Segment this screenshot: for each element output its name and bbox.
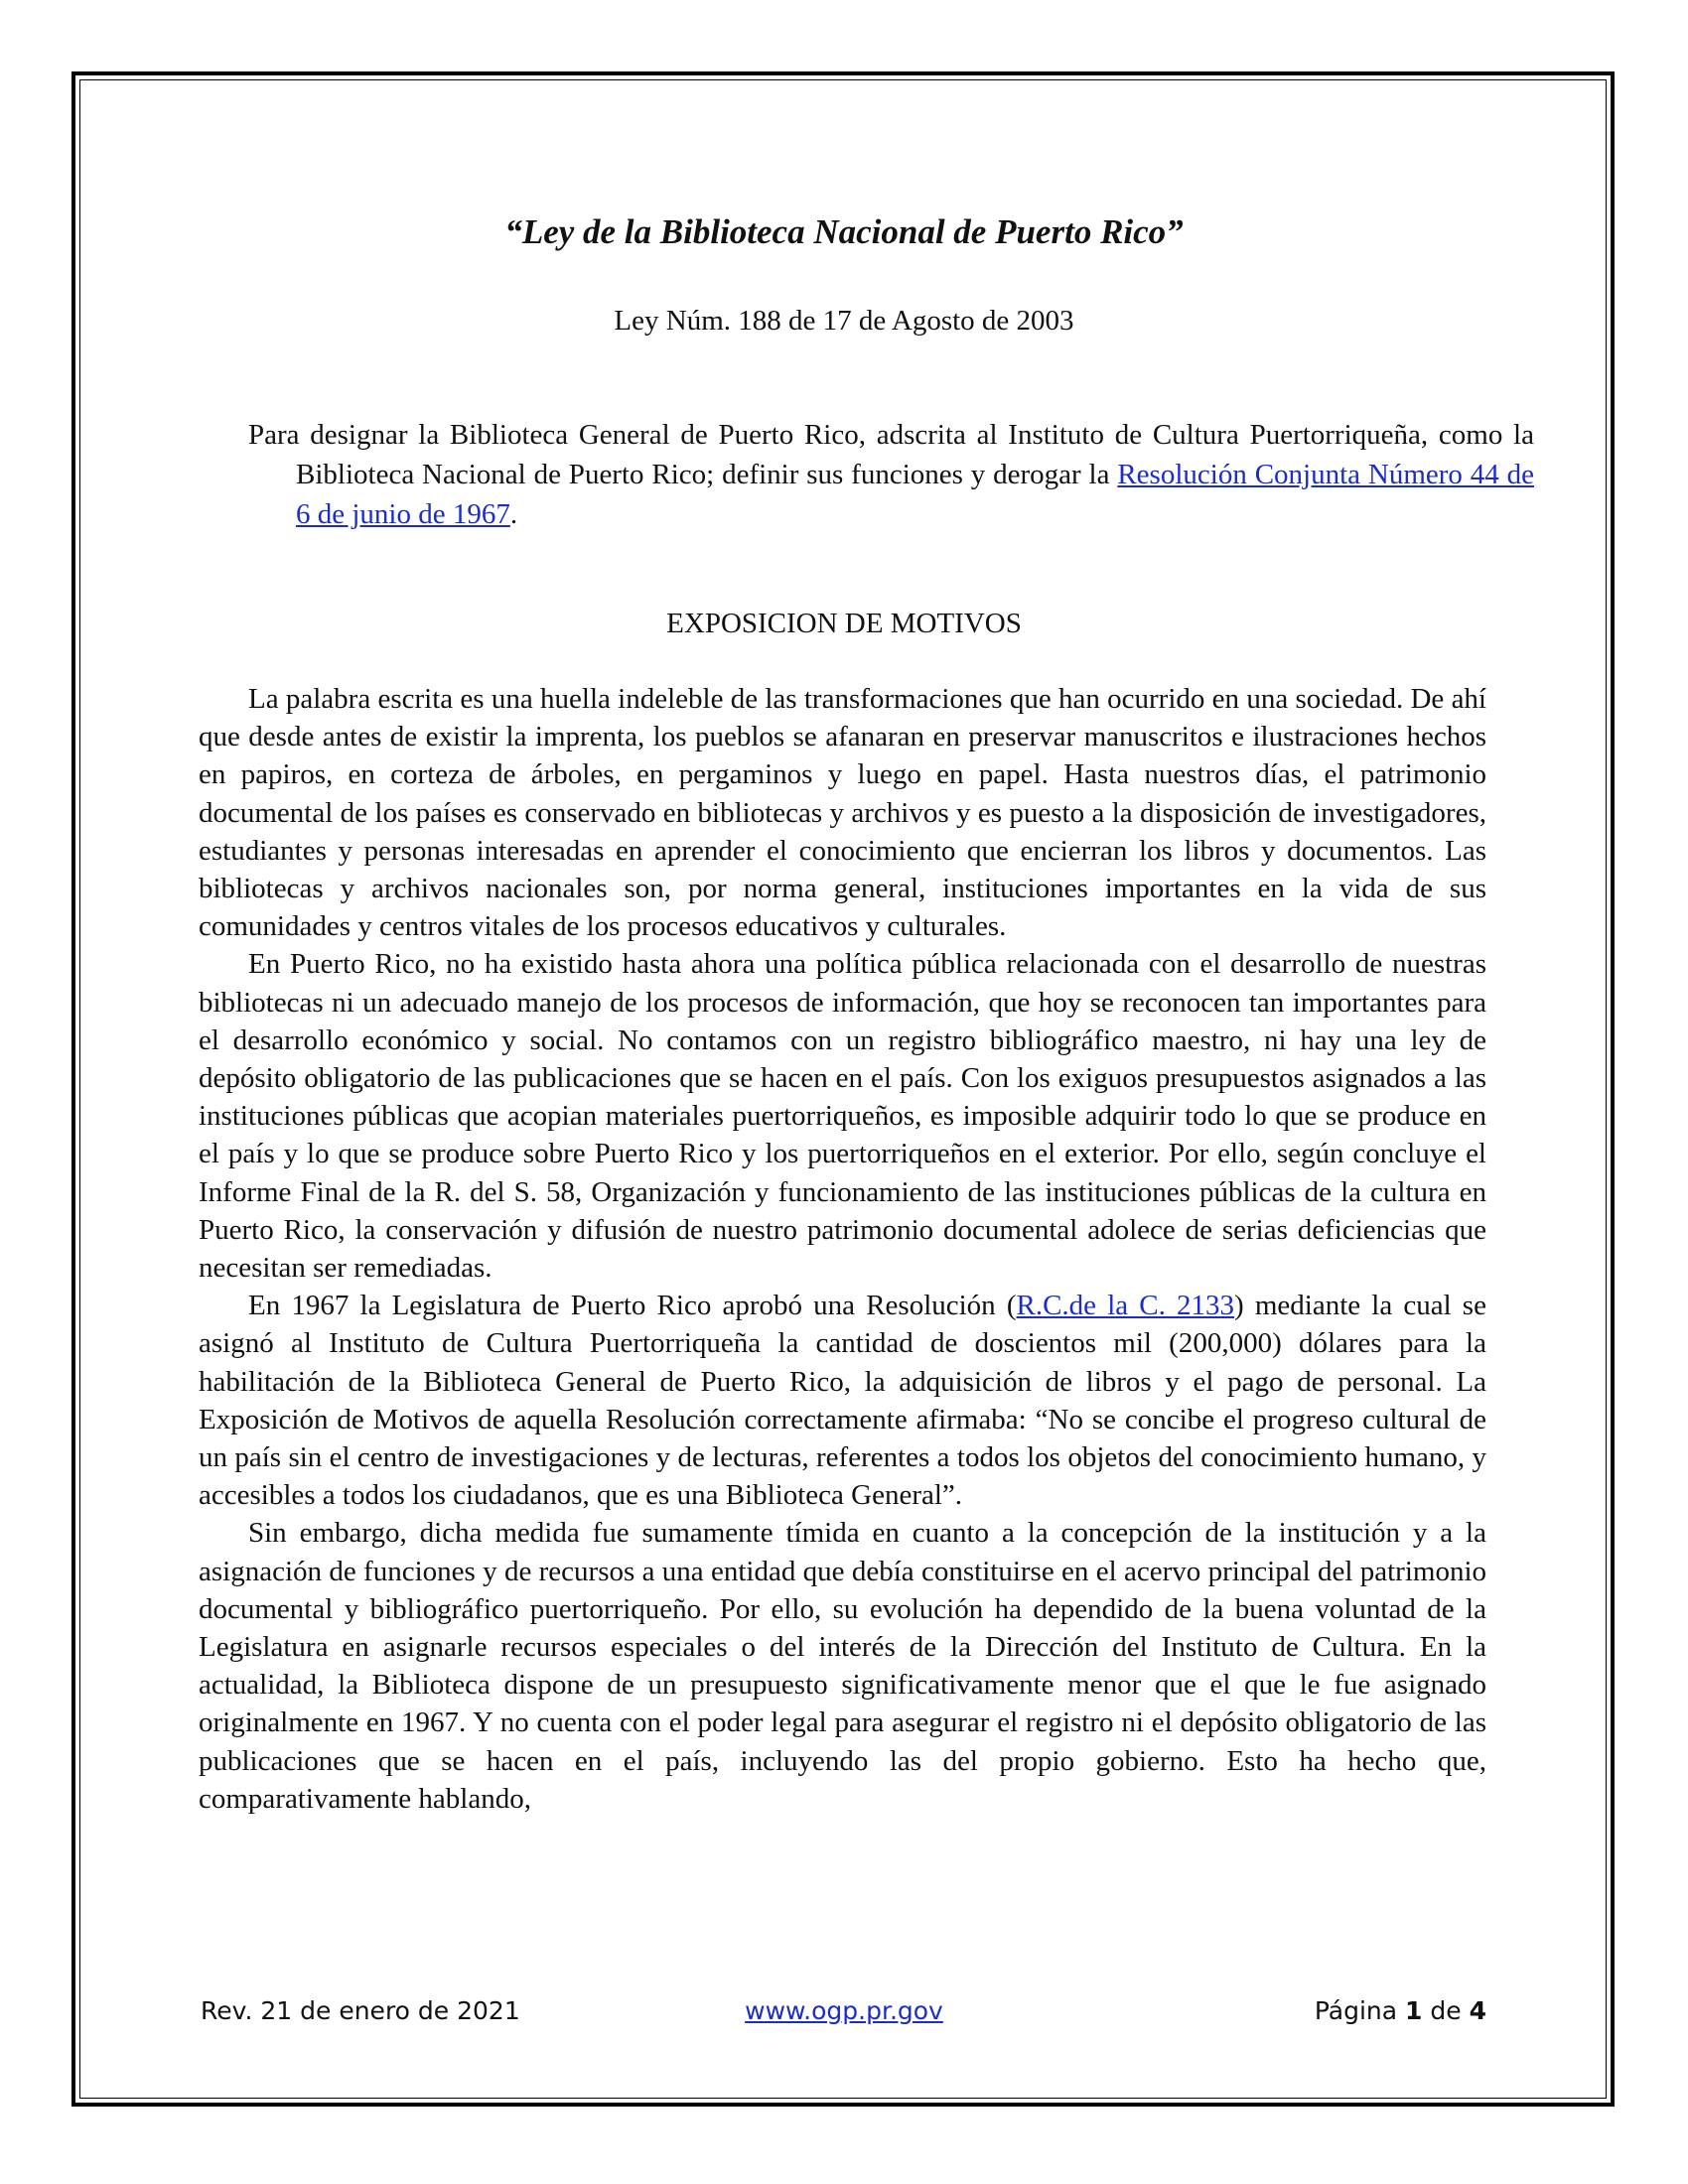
paragraph-4: Sin embargo, dicha medida fue sumamente tímida en cuanto a la concepción de la institución y a la asignación de funciones y de recursos a una entidad que debía constituirse en el acervo principal del patrimonio documental y bibliográfico puertorriqueño. Por ello, su evolución ha dependido de la buena voluntad de la Legislatura en asignarle recursos especiales o del interés de la Dirección del Instituto de Cultura. En la actualidad, la Biblioteca dispone de un presupuesto significativamente menor que el que le fue asignado originalmente en 1967. Y no cuenta con el poder legal para asegurar el registro ni el depósito obligatorio de las publicaciones que se hacen en el país, incluyendo las del propio gobierno. Esto ha hecho que, comparativamente hablando, (199, 1517, 1486, 1815)
document-body (199, 680, 1486, 1818)
purpose-statement (248, 415, 1534, 534)
page-total: 4 (1469, 1996, 1486, 2025)
footer-page-number (1315, 1993, 1486, 2029)
document-title: “Ley de la Biblioteca Nacional de Puerto Rico” (504, 212, 1184, 251)
rc-2133-link[interactable]: R.C.de la C. 2133 (1016, 1290, 1235, 1322)
page-of: de (1430, 1996, 1462, 2025)
document-subtitle: Ley Núm. 188 de 17 de Agosto de 2003 (614, 305, 1074, 337)
footer-website-link[interactable]: www.ogp.pr.gov (745, 1996, 943, 2025)
footer-revision: Rev. 21 de enero de 2021 (201, 1996, 520, 2025)
resolution-44-link[interactable]: Resolución Conjunta Número 44 de 6 de junio de 1967 (296, 459, 1535, 530)
section-heading: EXPOSICION DE MOTIVOS (666, 608, 1022, 639)
purpose-text: Para designar la Biblioteca General de Puerto Rico, adscrita al Instituto de Cultura Puertorriqueña, como la Biblioteca Nacional de Puerto Rico; definir sus funciones y derogar la (248, 419, 1534, 490)
page-current: 1 (1405, 1996, 1423, 2025)
paragraph-3-rest: ) mediante la cual se asignó al Instituto de Cultura Puertorriqueña la cantidad de doscientos mil (200,000) dólares para la habilitación de la Biblioteca General de Puerto Rico, la adquisición de libros y el pago de personal. La Exposición de Motivos de aquella Resolución correctamente afirmaba: “No se concibe el progreso cultural de un país sin el centro de investigaciones y de lecturas, referentes a todos los objetos del conocimiento humano, y accesibles a todos los ciudadanos, que es una Biblioteca General”. (199, 1290, 1486, 1512)
page-label: Página (1314, 1996, 1398, 2025)
paragraph-1: La palabra escrita es una huella indeleble de las transformaciones que han ocurrido en una sociedad. De ahí que desde antes de existir la imprenta, los pueblos se afanaran en preservar manuscritos e ilustraciones hechos en papiros, en corteza de árboles, en pergaminos y luego en papel. Hasta nuestros días, el patrimonio documental de los países es conservado en bibliotecas y archivos y es puesto a la disposición de investigadores, estudiantes y personas interesadas en aprender el conocimiento que encierran los libros y documentos. Las bibliotecas y archivos nacionales son, por norma general, instituciones importantes en la vida de sus comunidades y centros vitales de los procesos educativos y culturales. (199, 683, 1486, 943)
purpose-end: . (509, 498, 518, 530)
paragraph-2: En Puerto Rico, no ha existido hasta ahora una política pública relacionada con el desarrollo de nuestras bibliotecas ni un adecuado manejo de los procesos de información, que hoy se reconocen tan importantes para el desarrollo económico y social. No contamos con un registro bibliográfico maestro, ni hay una ley de depósito obligatorio de las publicaciones que se hacen en el país. Con los exiguos presupuestos asignados a las instituciones públicas que acopian materiales puertorriqueños, es imposible adquirir todo lo que se produce en el país y lo que se produce sobre Puerto Rico y los puertorriqueños en el exterior. Por ello, según concluye el Informe Final de la R. del S. 58, Organización y funcionamiento de las instituciones públicas de la cultura en Puerto Rico, la conservación y difusión de nuestro patrimonio documental adolece de serias deficiencias que necesitan ser remediadas. (199, 948, 1486, 1285)
paragraph-3-start: En 1967 la Legislatura de Puerto Rico aprobó una Resolución ( (248, 1290, 1017, 1322)
paragraph-3 (199, 1287, 1486, 1514)
